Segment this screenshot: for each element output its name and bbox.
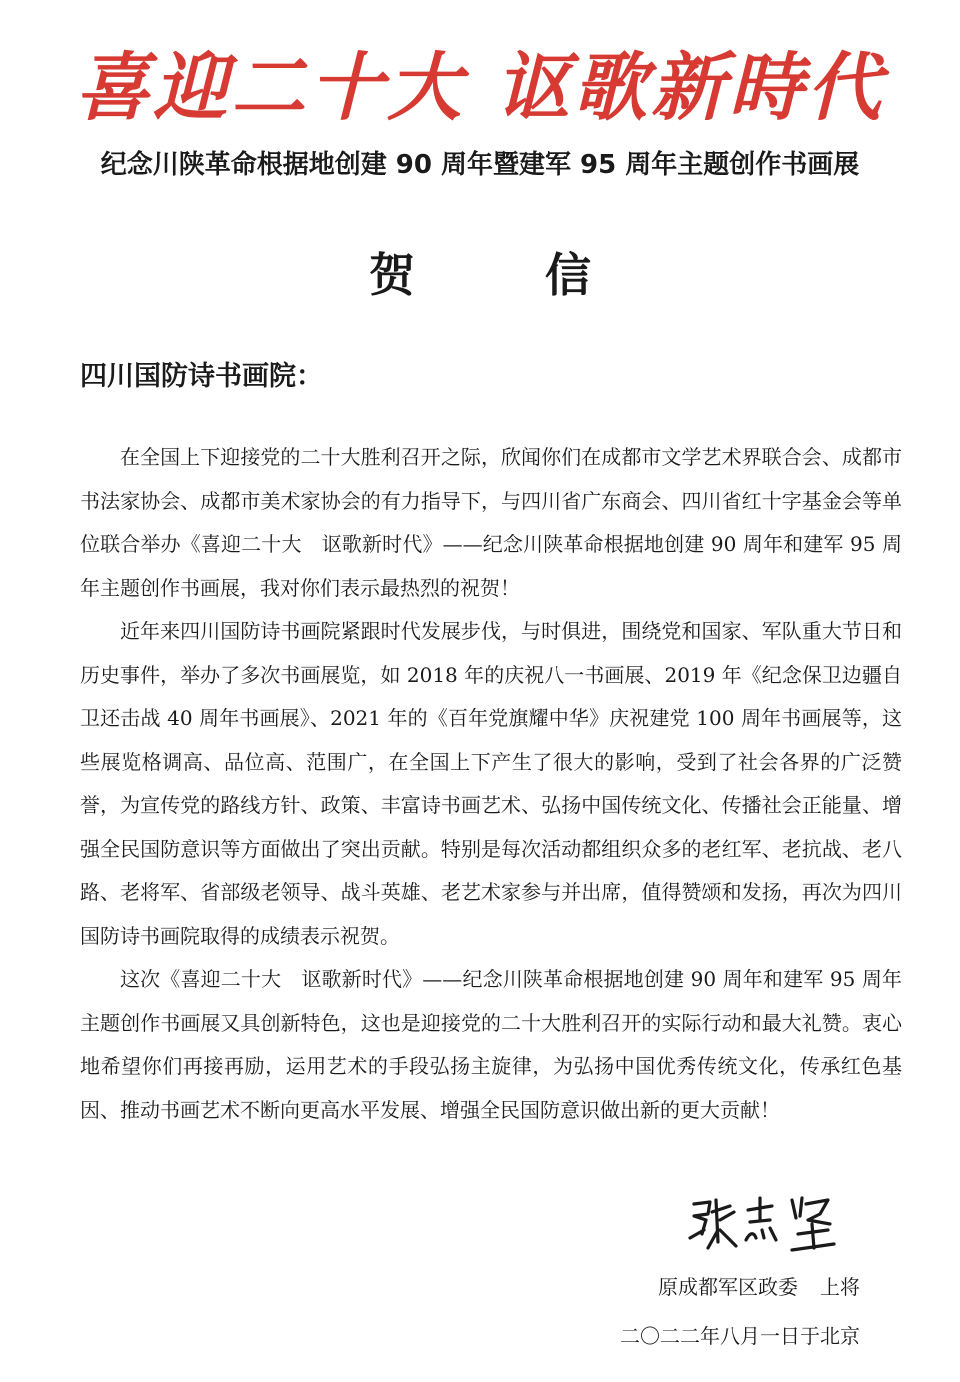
signer-rank: 上将 <box>820 1275 860 1299</box>
paragraph: 近年来四川国防诗书画院紧跟时代发展步伐，与时俱进，围绕党和国家、军队重大节日和历史事件，举办了多次书画展览，如 2018 年的庆祝八一书画展、2019 年《纪念保卫边疆自卫还击战 40 周年书画展》、2021 年的《百年党旗耀中华》庆祝建党 100 周年书画展等，这些展览格调高、品位高、范围广，在全国上下产生了很大的影响，受到了社会各界的广泛赞誉，为宣传党的路线方针、政策、丰富诗书画艺术、弘扬中国传统文化、传播社会正能量、增强全民国防意识等方面做出了突出贡献。特别是每次活动都组织众多的老红军、老抗战、老八路、老将军、省部级老领导、战斗英雄、老艺术家参与并出席，值得赞颂和发扬，再次为四川国防诗书画院取得的成绩表示祝贺。 <box>80 619 902 948</box>
date-place: 二〇二二年八月一日于北京 <box>620 1324 860 1348</box>
paragraph: 在全国上下迎接党的二十大胜利召开之际，欣闻你们在成都市文学艺术界联合会、成都市书法家协会、成都市美术家协会的有力指导下，与四川省广东商会、四川省红十字基金会等单位联合举办《喜迎二十大 讴歌新时代》——纪念川陕革命根据地创建 90 周年和建军 95 周年主题创作书画展，我对你们表示最热烈的祝贺！ <box>80 445 902 600</box>
salutation: 四川国防诗书画院： <box>80 361 323 392</box>
signer-position: 原成都军区政委 <box>658 1275 798 1299</box>
signer-line <box>658 1265 860 1309</box>
banner-slogan: 喜迎二十大 讴歌新時代 <box>75 45 885 131</box>
letter-title: 贺 信 <box>369 248 633 302</box>
handwritten-signature <box>680 1190 840 1260</box>
letter-body <box>80 436 902 1132</box>
paragraph: 这次《喜迎二十大 讴歌新时代》——纪念川陕革命根据地创建 90 周年和建军 95 周年主题创作书画展又具创新特色，这也是迎接党的二十大胜利召开的实际行动和最大礼赞。衷心地希望你们再接再励，运用艺术的手段弘扬主旋律，为弘扬中国优秀传统文化，传承红色基因、推动书画艺术不断向更高水平发展、增强全民国防意识做出新的更大贡献！ <box>80 967 902 1122</box>
exhibition-subtitle: 纪念川陕革命根据地创建 90 周年暨建军 95 周年主题创作书画展 <box>100 150 860 180</box>
